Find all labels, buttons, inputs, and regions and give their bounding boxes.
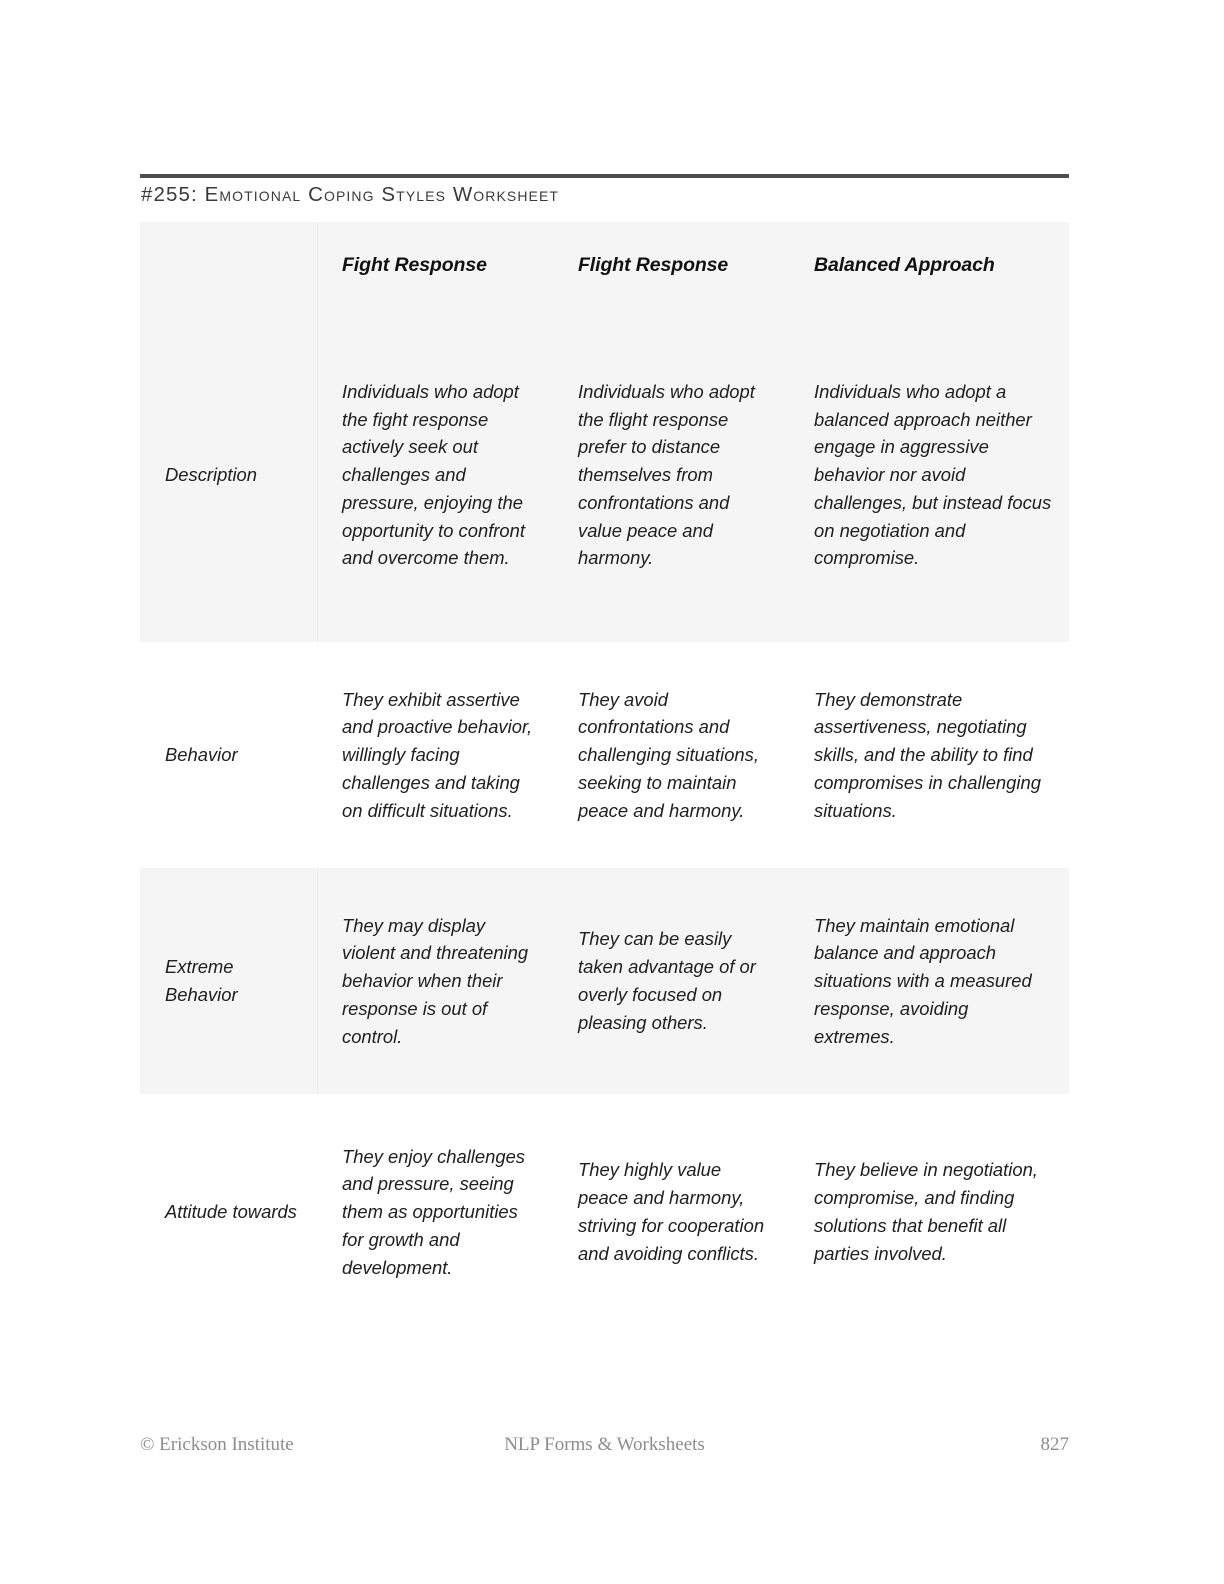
cell-extreme-behavior-balanced [790,868,1069,1094]
cell-extreme-behavior-flight [554,868,790,1094]
cell-text: They believe in negotiation, compromise, and finding solutions that benefit all parties involved. [814,1159,1038,1264]
cell-text: Individuals who adopt the fight response actively seek out challenges and pressure, enjoying the opportunity to confront and overcome them. [342,380,525,569]
column-header-flight-response: Flight Response [578,253,729,276]
row-label-behavior: Behavior [165,744,238,766]
header-cell-fight [318,222,554,308]
header-cell-balanced [790,222,1069,308]
cell-attitude-flight [554,1094,790,1330]
cell-text: They demonstrate assertiveness, negotiating skills, and the ability to find compromises in challenging situations. [814,688,1041,821]
row-label-cell [140,1094,318,1330]
cell-text: They can be easily taken advantage of or overly focused on pleasing others. [578,928,756,1033]
cell-text: Individuals who adopt a balanced approach neither engage in aggressive behavior nor avoid challenges, but instead focus on negotiation and compromise. [814,380,1052,569]
cell-description-flight [554,308,790,642]
cell-text: They avoid confrontations and challenging situations, seeking to maintain peace and harmony. [578,688,759,821]
row-label-extreme-behavior: Extreme Behavior [165,956,238,1005]
row-label-cell [140,642,318,868]
table-header-row [140,222,1069,308]
header-cell-label [140,222,318,308]
cell-text: They highly value peace and harmony, striving for cooperation and avoiding conflicts. [578,1159,765,1264]
table-row [140,642,1069,868]
row-label-attitude-towards: Attitude towards [165,1201,297,1223]
row-label-cell [140,868,318,1094]
cell-description-balanced [790,308,1069,642]
cell-extreme-behavior-fight [318,868,554,1094]
cell-description-fight [318,308,554,642]
footer-page-number: 827 [1040,1434,1069,1455]
cell-attitude-fight [318,1094,554,1330]
row-label-description: Description [165,464,257,486]
table-row [140,1094,1069,1330]
coping-styles-table [140,222,1069,1330]
column-header-fight-response: Fight Response [342,253,487,276]
cell-behavior-fight [318,642,554,868]
page-title: #255: Emotional Coping Styles Worksheet [141,183,560,206]
page-footer [140,1434,1069,1460]
footer-book-title: NLP Forms & Worksheets [504,1434,705,1455]
cell-text: They maintain emotional balance and approach situations with a measured response, avoiding extremes. [814,914,1032,1047]
header-cell-flight [554,222,790,308]
cell-behavior-balanced [790,642,1069,868]
title-rule [140,174,1069,178]
footer-copyright: © Erickson Institute [140,1434,294,1455]
cell-text: Individuals who adopt the flight response prefer to distance themselves from confrontations and value peace and harmony. [578,380,755,569]
table-row [140,868,1069,1094]
cell-attitude-balanced [790,1094,1069,1330]
column-header-balanced-approach: Balanced Approach [814,253,995,276]
cell-text: They may display violent and threatening behavior when their response is out of control. [342,914,529,1047]
cell-behavior-flight [554,642,790,868]
cell-text: They enjoy challenges and pressure, seeing them as opportunities for growth and development. [342,1145,525,1278]
row-label-cell [140,308,318,642]
table-row [140,308,1069,642]
cell-text: They exhibit assertive and proactive behavior, willingly facing challenges and taking on difficult situations. [342,688,533,821]
